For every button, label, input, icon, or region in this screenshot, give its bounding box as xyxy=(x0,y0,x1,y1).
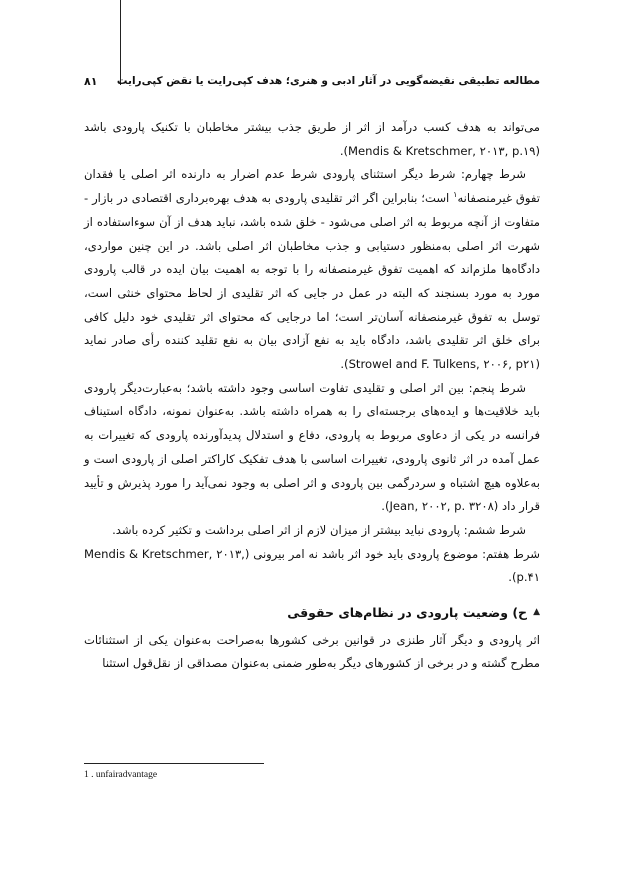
paragraph-legal-systems: اثر پارودی و دیگر آثار طنزی در قوانین برخی کشورها به‌صراحت به‌عنوان یکی از استثنائات مطرح گشته و در برخی از کشورهای دیگر به‌طور ضمنی به‌عنوان مصداقی از نقل‌قول استثنا xyxy=(84,632,540,671)
running-title: مطالعه تطبیقی نقیضه‌گویی در آثار ادبی و هنری؛ هدف کپی‌رایت یا نقض کپی‌رایت xyxy=(116,75,540,87)
footnote-reference: ۱ xyxy=(453,190,458,200)
paragraph-condition-4 xyxy=(84,163,540,376)
paragraph-condition-5: شرط پنجم: بین اثر اصلی و تقلیدی تفاوت اساسی وجود داشته باشد؛ به‌عبارت‌دیگر پارودی باید خلاقیت‌ها و ایده‌های برجسته‌ای را به همراه داشته باشد. به‌عنوان نمونه، دادگاه استیناف فرانسه در یکی از دعاوی مربوط به پارودی، دفاع و استدلال پدیدآورنده پارودی که تغییرات به عمل آمده در اثر ثانوی پارودی، تغییرات اساسی با هدف تفکیک کاراکتر اصلی از پارودی است و به‌علاوه هیچ اشتباه و سردرگمی بین پارودی و اثر اصلی به وجود نمی‌آید را مورد پذیرش و تأیید قرار داد (Jean, ۲۰۰۲, p. ۳۲۰۸). xyxy=(84,380,540,514)
section-heading-text: ح) وضعیت پارودی در نظام‌های حقوقی xyxy=(287,605,528,621)
footnote-divider xyxy=(84,763,264,764)
paragraph-condition-6: شرط ششم: پارودی نباید بیشتر از میزان لازم از اثر اصلی برداشت و تکثیر کرده باشد. xyxy=(112,522,526,537)
paragraph-condition-7: شرط هفتم: موضوع پارودی باید خود اثر باشد نه امر بیرونی (Mendis & Kretschmer, ۲۰۱۳, p.۴۱). xyxy=(84,546,540,585)
paragraph-condition-4-part-a: شرط چهارم: شرط دیگر استثنای پارودی شرط عدم اضرار به دارنده اثر اصلی یا فقدان تفوق غیرمنصفانه xyxy=(84,167,540,206)
section-heading xyxy=(84,601,540,625)
footnote: 1 . unfairadvantage xyxy=(84,770,158,780)
triangle-marker-icon: ▲ xyxy=(533,607,540,618)
paragraph-condition-4-part-b: است؛ بنابراین اگر اثر تقلیدی پارودی به هدف بهره‌برداری اقتصادی در بازار - متفاوت از آنچه مربوط به اثر اصلی می‌شود - خلق شده باشد، نباید هدف از آن سوءاستفاده از شهرت اثر اصلی به‌منظور دستیابی و جذب مخاطبان اثر اصلی باشد. در این چنین مواردی، دادگاه‌ها ملزم‌اند که اهمیت تفوق غیرمنصفانه را با توجه به اهمیت بیان ایده در قالب پارودی مورد به مورد بسنجند که البته در عمل در جایی که اثر تقلیدی از لحاظ محتوای خنثی است، توسل به تفوق غیرمنصفانه آسان‌تر است؛ اما درجایی که محتوای اثر تقلیدی خود دلیل کافی برای خلق اثر تقلیدی باشد، دادگاه باید به نفع آزادی بیان به نفع تقلید کننده رأی صادر نماید (Strowel and F. Tulkens, ۲۰۰۶, p۲۱). xyxy=(84,191,540,372)
page-body xyxy=(84,116,540,676)
page-number: ۸۱ xyxy=(84,74,98,88)
page-header xyxy=(84,72,540,90)
paragraph-1: می‌تواند به هدف کسب درآمد از اثر از طریق جذب بیشتر مخاطبان با تکنیک پارودی باشد (Mendis & Kretschmer, ۲۰۱۳, p.۱۹). xyxy=(84,120,540,158)
